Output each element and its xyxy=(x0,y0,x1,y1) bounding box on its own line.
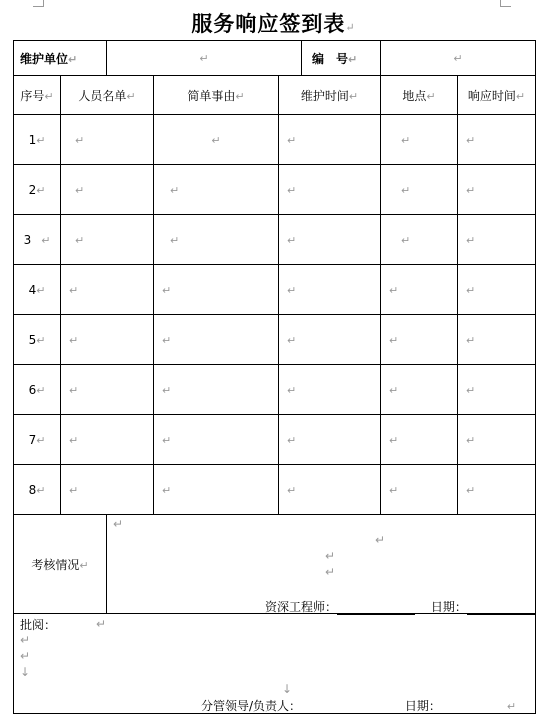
col-header-time: 维护时间↵ xyxy=(279,76,381,115)
location-cell[interactable]: ↵ xyxy=(381,215,458,265)
personnel-cell[interactable]: ↵ xyxy=(61,265,154,315)
time-cell[interactable]: ↵ xyxy=(279,215,381,265)
col-header-no: 序号↵ xyxy=(14,76,61,115)
approval-row xyxy=(14,614,536,714)
location-cell[interactable]: ↵ xyxy=(381,365,458,415)
paragraph-mark: ↵ xyxy=(113,517,124,531)
response-cell[interactable]: ↵ xyxy=(458,115,536,165)
reason-cell[interactable]: ↵ xyxy=(154,215,279,265)
paragraph-mark: ↵ xyxy=(325,565,336,579)
response-cell[interactable]: ↵ xyxy=(458,415,536,465)
title-text: 服务响应签到表 xyxy=(191,11,346,36)
reason-cell[interactable]: ↵ xyxy=(154,115,279,165)
personnel-cell[interactable]: ↵ xyxy=(61,465,154,515)
down-arrow-mark: ↓ xyxy=(20,665,31,679)
approval-content[interactable] xyxy=(14,614,536,714)
personnel-cell[interactable]: ↵ xyxy=(61,115,154,165)
location-cell[interactable]: ↵ xyxy=(381,415,458,465)
number-label: 编 号↵ xyxy=(302,41,381,76)
number-field[interactable]: ↵ xyxy=(381,41,536,76)
time-cell[interactable]: ↵ xyxy=(279,415,381,465)
table-row xyxy=(14,365,536,415)
time-cell[interactable]: ↵ xyxy=(279,465,381,515)
location-cell[interactable]: ↵ xyxy=(381,465,458,515)
row-number: 5↵ xyxy=(14,315,61,365)
row-number: 3 ↵ xyxy=(14,215,61,265)
paragraph-mark: ↵ xyxy=(20,649,31,663)
row-number: 6↵ xyxy=(14,365,61,415)
table-row xyxy=(14,315,536,365)
time-cell[interactable]: ↵ xyxy=(279,265,381,315)
leader-signature-line[interactable] xyxy=(301,701,391,714)
table-row xyxy=(14,415,536,465)
reason-cell[interactable]: ↵ xyxy=(154,465,279,515)
page-title xyxy=(0,8,547,38)
paragraph-mark: ↵ xyxy=(375,533,386,547)
location-cell[interactable]: ↵ xyxy=(381,115,458,165)
reason-cell[interactable]: ↵ xyxy=(154,315,279,365)
personnel-cell[interactable]: ↵ xyxy=(61,215,154,265)
response-cell[interactable]: ↵ xyxy=(458,465,536,515)
row-number: 8↵ xyxy=(14,465,61,515)
paragraph-mark: ↵ xyxy=(345,21,356,34)
down-arrow-mark: ↓ xyxy=(282,682,293,696)
response-cell[interactable]: ↵ xyxy=(458,215,536,265)
unit-field[interactable]: ↵ xyxy=(107,41,302,76)
crop-mark-left xyxy=(33,0,44,7)
location-cell[interactable]: ↵ xyxy=(381,315,458,365)
row-number: 4↵ xyxy=(14,265,61,315)
row-number: 2↵ xyxy=(14,165,61,215)
table-row xyxy=(14,465,536,515)
unit-label: 维护单位↵ xyxy=(14,41,107,76)
review-content[interactable] xyxy=(107,515,536,614)
personnel-cell[interactable]: ↵ xyxy=(61,365,154,415)
table-row xyxy=(14,115,536,165)
column-header-row xyxy=(14,76,536,115)
approval-date-line[interactable] xyxy=(441,701,507,714)
crop-mark-right xyxy=(500,0,511,7)
row-number: 7↵ xyxy=(14,415,61,465)
reason-cell[interactable]: ↵ xyxy=(154,265,279,315)
reason-cell[interactable]: ↵ xyxy=(154,415,279,465)
table-row xyxy=(14,265,536,315)
header-row xyxy=(14,41,536,76)
review-label: 考核情况↵ xyxy=(14,515,107,614)
reason-cell[interactable]: ↵ xyxy=(154,165,279,215)
location-cell[interactable]: ↵ xyxy=(381,165,458,215)
row-number: 1↵ xyxy=(14,115,61,165)
location-cell[interactable]: ↵ xyxy=(381,265,458,315)
time-cell[interactable]: ↵ xyxy=(279,315,381,365)
time-cell[interactable]: ↵ xyxy=(279,165,381,215)
personnel-cell[interactable]: ↵ xyxy=(61,415,154,465)
table-row xyxy=(14,215,536,265)
response-cell[interactable]: ↵ xyxy=(458,265,536,315)
col-header-personnel: 人员名单↵ xyxy=(61,76,154,115)
leader-signature: 分管领导/负责人： 日期： ↵ xyxy=(201,699,517,713)
approval-label: 批阅： xyxy=(20,618,57,632)
table-row xyxy=(14,165,536,215)
paragraph-mark: ↵ xyxy=(20,633,31,647)
review-row xyxy=(14,515,536,614)
paragraph-mark: ↵ xyxy=(96,617,107,631)
time-cell[interactable]: ↵ xyxy=(279,115,381,165)
paragraph-mark: ↵ xyxy=(325,549,336,563)
engineer-signature: 资深工程师： 日期： xyxy=(265,598,535,615)
sign-in-table xyxy=(13,40,536,714)
response-cell[interactable]: ↵ xyxy=(458,315,536,365)
col-header-response: 响应时间↵ xyxy=(458,76,536,115)
personnel-cell[interactable]: ↵ xyxy=(61,315,154,365)
col-header-reason: 简单事由↵ xyxy=(154,76,279,115)
personnel-cell[interactable]: ↵ xyxy=(61,165,154,215)
response-cell[interactable]: ↵ xyxy=(458,165,536,215)
col-header-location: 地点↵ xyxy=(381,76,458,115)
time-cell[interactable]: ↵ xyxy=(279,365,381,415)
reason-cell[interactable]: ↵ xyxy=(154,365,279,415)
response-cell[interactable]: ↵ xyxy=(458,365,536,415)
